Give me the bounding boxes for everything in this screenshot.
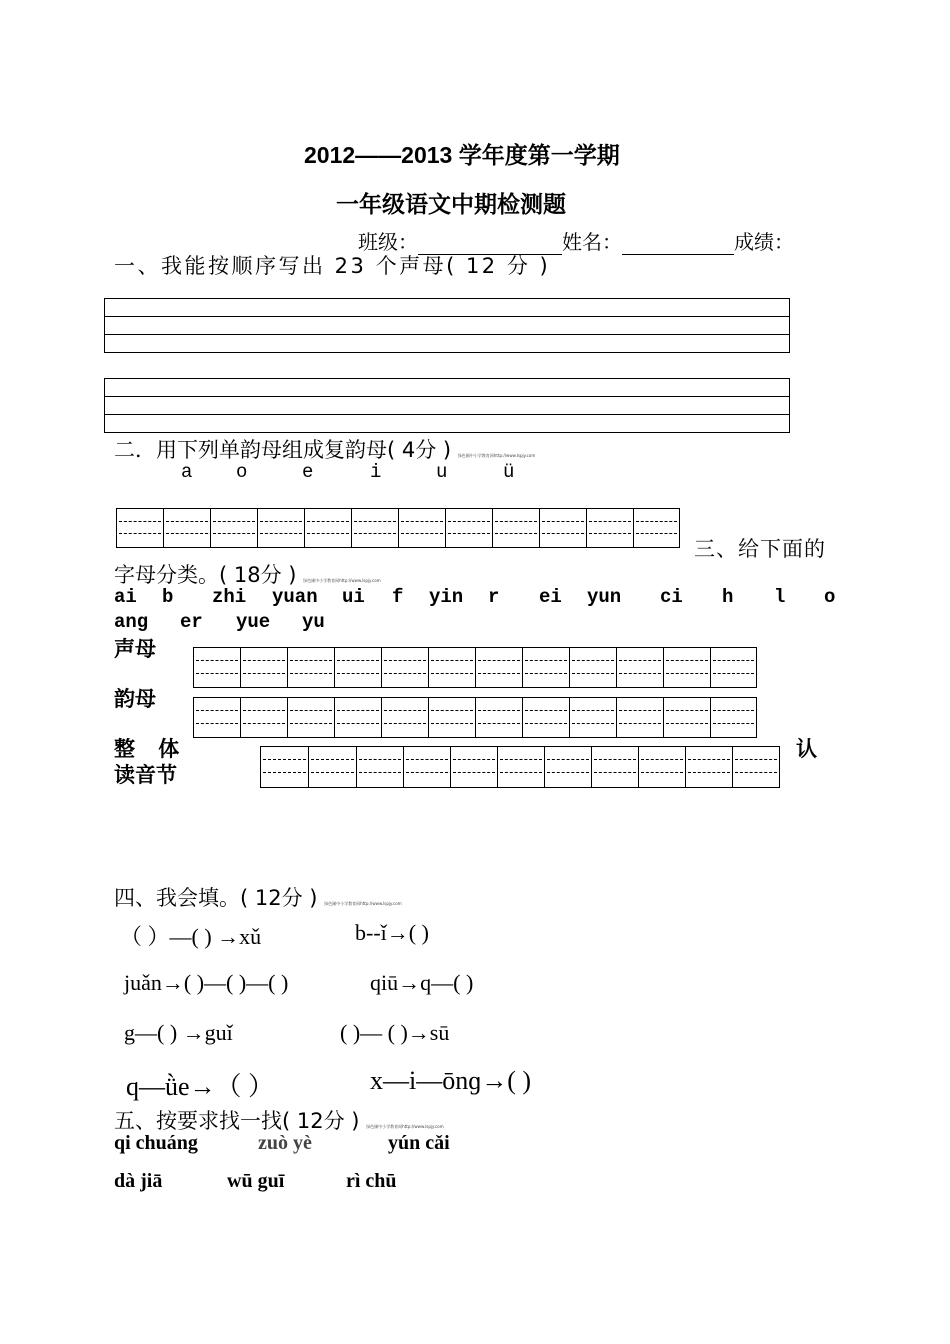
name-field[interactable]	[622, 234, 734, 255]
section5-watermark: 绿色圃中小学教育网http://www.lspjy.com	[366, 1124, 444, 1129]
letter-item: yu	[302, 611, 325, 633]
fill-row2-right: qiū→q—( )	[370, 970, 474, 995]
label-ren: 认	[796, 737, 817, 761]
fill-row3-left: g—( ) →guǐ	[124, 1020, 233, 1045]
letter-item: er	[180, 611, 203, 633]
pinyin-grid-section2[interactable]	[116, 508, 680, 548]
fill-row4-right: x—i—ōnɡ→( )	[370, 1066, 532, 1095]
label-shengmu: 声母	[114, 637, 156, 661]
label-duyinjie: 读音节	[114, 763, 177, 787]
section5-heading-text: 五、按要求找一找( 12分 )	[114, 1109, 360, 1133]
letter-item: yue	[236, 611, 271, 633]
name-label: 姓名：	[562, 230, 622, 254]
word-3: yún cǎi	[388, 1132, 450, 1154]
vowel-item: o	[236, 461, 248, 483]
pinyin-grid-yunmu[interactable]	[193, 697, 757, 738]
letter-item: yuan	[272, 586, 318, 608]
section5-heading	[114, 1105, 444, 1135]
section4-watermark: 绿色圃中小学教育网http://www.lspjy.com	[324, 901, 402, 906]
section4-heading-text: 四、我会填。( 12分 )	[114, 886, 318, 910]
letter-item: zhi	[212, 586, 247, 608]
letter-item: ci	[660, 586, 683, 608]
label-zhengti: 整 体	[114, 737, 188, 761]
pinyin-grid-zhengti[interactable]	[260, 746, 780, 788]
word-2: zuò yè	[258, 1132, 312, 1154]
word-4: dà jiā	[114, 1170, 163, 1192]
vowel-item: i	[370, 461, 382, 483]
letter-item: l	[774, 586, 786, 608]
section2-heading-text: 二．用下列单韵母组成复韵母( 4分 )	[114, 438, 452, 462]
letter-item: r	[488, 586, 500, 608]
letter-item: yun	[587, 586, 622, 608]
letter-item: ei	[539, 586, 562, 608]
title-line1: 2012——2013 学年度第一学期	[304, 142, 620, 168]
section3-heading-text: 字母分类。( 18分 )	[114, 563, 297, 587]
fill-row1-left: （ ）—( ) →xǔ	[120, 924, 262, 949]
word-6: rì chū	[346, 1170, 397, 1192]
label-yunmu: 韵母	[114, 687, 156, 711]
letter-item: yin	[429, 586, 464, 608]
title-line2: 一年级语文中期检测题	[336, 191, 566, 217]
section1-heading: 一、我能按顺序写出 23 个声母( 12 分 )	[114, 254, 551, 278]
letter-item: o	[824, 586, 836, 608]
section4-heading	[114, 882, 402, 912]
letter-item: b	[162, 586, 174, 608]
pinyin-grid-shengmu[interactable]	[193, 647, 757, 688]
vowel-item: e	[302, 461, 314, 483]
section3-heading-right: 三、给下面的	[694, 537, 826, 561]
writing-lines-1[interactable]	[104, 298, 790, 353]
letter-item: h	[722, 586, 734, 608]
section2-watermark: 绿色圃中小学教育网http://www.lspjy.com	[457, 453, 536, 458]
fill-row1-right: b--ǐ→( )	[355, 920, 429, 945]
fill-row4-left: q—ǜe→（ ）	[126, 1072, 275, 1101]
letter-item: ang	[114, 611, 149, 633]
section2-heading	[114, 434, 535, 464]
letter-item: f	[392, 586, 404, 608]
class-label: 班级：	[358, 230, 418, 254]
fill-row2-left: juǎn→( )—( )—( )	[124, 970, 289, 995]
vowel-item: u	[436, 461, 448, 483]
vowel-item: a	[181, 461, 193, 483]
letter-item: ui	[342, 586, 365, 608]
fill-row3-right: ( )— ( )→sū	[340, 1020, 450, 1045]
writing-lines-2[interactable]	[104, 378, 790, 433]
section3-heading-cont	[114, 559, 381, 589]
section3-watermark: 绿色圃中小学教育网http://www.lspjy.com	[303, 578, 381, 583]
letter-item: ai	[114, 586, 137, 608]
word-1: qi chuáng	[114, 1132, 198, 1154]
word-5: wū guī	[227, 1170, 285, 1192]
score-label: 成绩：	[734, 230, 794, 254]
vowel-item: ü	[503, 461, 515, 483]
